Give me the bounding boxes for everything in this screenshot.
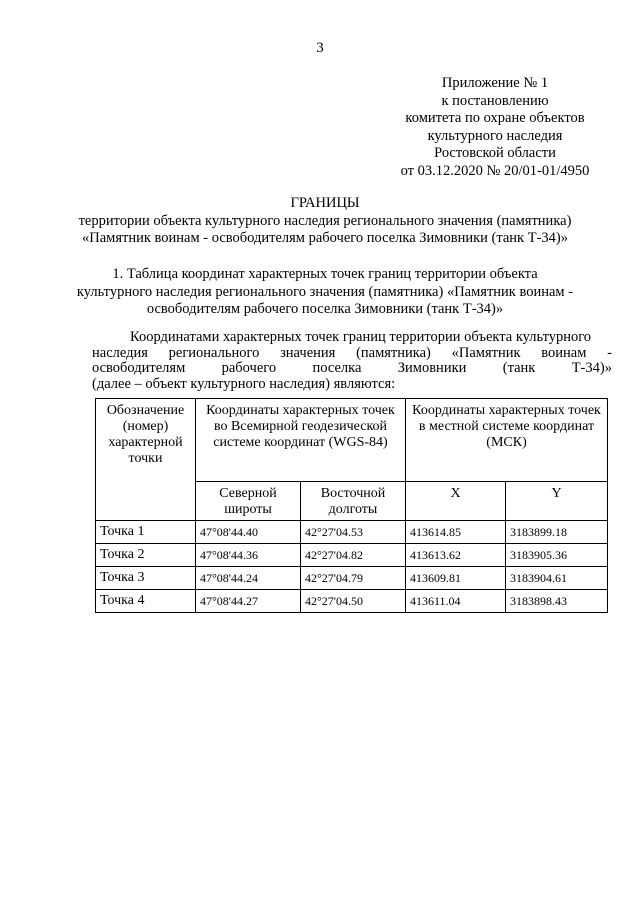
y-cell: 3183899.18: [506, 521, 608, 544]
intro-word: (танк: [502, 360, 536, 376]
header-lat: Северной широты: [196, 482, 301, 521]
intro-line: [92, 361, 612, 377]
intro-line: (далее – объект культурного наследия) являются:: [92, 375, 396, 392]
section-heading-line: освободителям рабочего поселка Зимовники (танк Т-34)»: [146, 301, 504, 317]
x-cell: 413614.85: [406, 521, 506, 544]
section-heading-line: 1. Таблица координат характерных точек границ территории объекта: [112, 266, 538, 282]
header-y: Y: [506, 482, 608, 521]
appendix-line: Приложение № 1: [441, 75, 549, 91]
intro-word: поселка: [312, 360, 362, 376]
x-cell: 413609.81: [406, 567, 506, 590]
latitude-cell: 47°08'44.27: [196, 590, 301, 613]
appendix-line: Ростовской области: [434, 145, 556, 161]
intro-word: регионального: [168, 344, 260, 361]
header-lon: Восточной долготы: [301, 482, 406, 521]
longitude-cell: 42°27'04.50: [301, 590, 406, 613]
point-name: Точка 2: [96, 544, 196, 567]
intro-word: воинам: [541, 344, 587, 361]
table-row: [96, 521, 608, 544]
document-title: [40, 195, 610, 248]
y-cell: 3183905.36: [506, 544, 608, 567]
intro-line: [92, 346, 612, 362]
header-point: Обозначение (номер) характерной точки: [96, 399, 196, 521]
appendix-block: [395, 75, 595, 180]
latitude-cell: 47°08'44.40: [196, 521, 301, 544]
header-msk: Координаты характерных точек в местной системе координат (МСК): [406, 399, 608, 482]
title-heading: ГРАНИЦЫ: [290, 195, 360, 211]
table-row: [96, 544, 608, 567]
intro-word: Зимовники: [397, 360, 467, 376]
page-number: 3: [316, 40, 324, 56]
title-line: «Памятник воинам - освободителям рабочего поселка Зимовники (танк Т-34)»: [82, 230, 568, 246]
coordinates-table: [95, 398, 608, 613]
intro-paragraph: [92, 330, 612, 392]
intro-word: (памятника): [356, 344, 431, 361]
x-cell: 413613.62: [406, 544, 506, 567]
intro-word: -: [607, 344, 612, 361]
title-line: территории объекта культурного наследия регионального значения (памятника): [78, 212, 572, 229]
intro-word: наследия: [92, 344, 148, 361]
appendix-line: от 03.12.2020 № 20/01-01/4950: [400, 162, 590, 179]
latitude-cell: 47°08'44.24: [196, 567, 301, 590]
longitude-cell: 42°27'04.79: [301, 567, 406, 590]
intro-word: Т-34)»: [571, 360, 612, 376]
table-row: [96, 590, 608, 613]
header-wgs: Координаты характерных точек во Всемирной геодезической системе координат (WGS-84): [196, 399, 406, 482]
intro-word: «Памятник: [451, 344, 521, 361]
section-heading: [75, 266, 575, 319]
latitude-cell: 47°08'44.36: [196, 544, 301, 567]
intro-word: рабочего: [221, 360, 277, 376]
intro-word: значения: [280, 344, 336, 361]
point-name: Точка 4: [96, 590, 196, 613]
intro-line: Координатами характерных точек границ территории объекта культурного: [130, 329, 592, 345]
longitude-cell: 42°27'04.53: [301, 521, 406, 544]
appendix-line: к постановлению: [441, 92, 549, 109]
y-cell: 3183898.43: [506, 590, 608, 613]
table-row: [96, 567, 608, 590]
y-cell: 3183904.61: [506, 567, 608, 590]
point-name: Точка 1: [96, 521, 196, 544]
longitude-cell: 42°27'04.82: [301, 544, 406, 567]
x-cell: 413611.04: [406, 590, 506, 613]
appendix-line: культурного наследия: [427, 127, 563, 144]
section-heading-line: культурного наследия регионального значения (памятника) «Памятник воинам -: [76, 283, 574, 300]
appendix-line: комитета по охране объектов: [405, 110, 585, 126]
header-x: X: [406, 482, 506, 521]
point-name: Точка 3: [96, 567, 196, 590]
intro-word: освободителям: [92, 360, 186, 376]
